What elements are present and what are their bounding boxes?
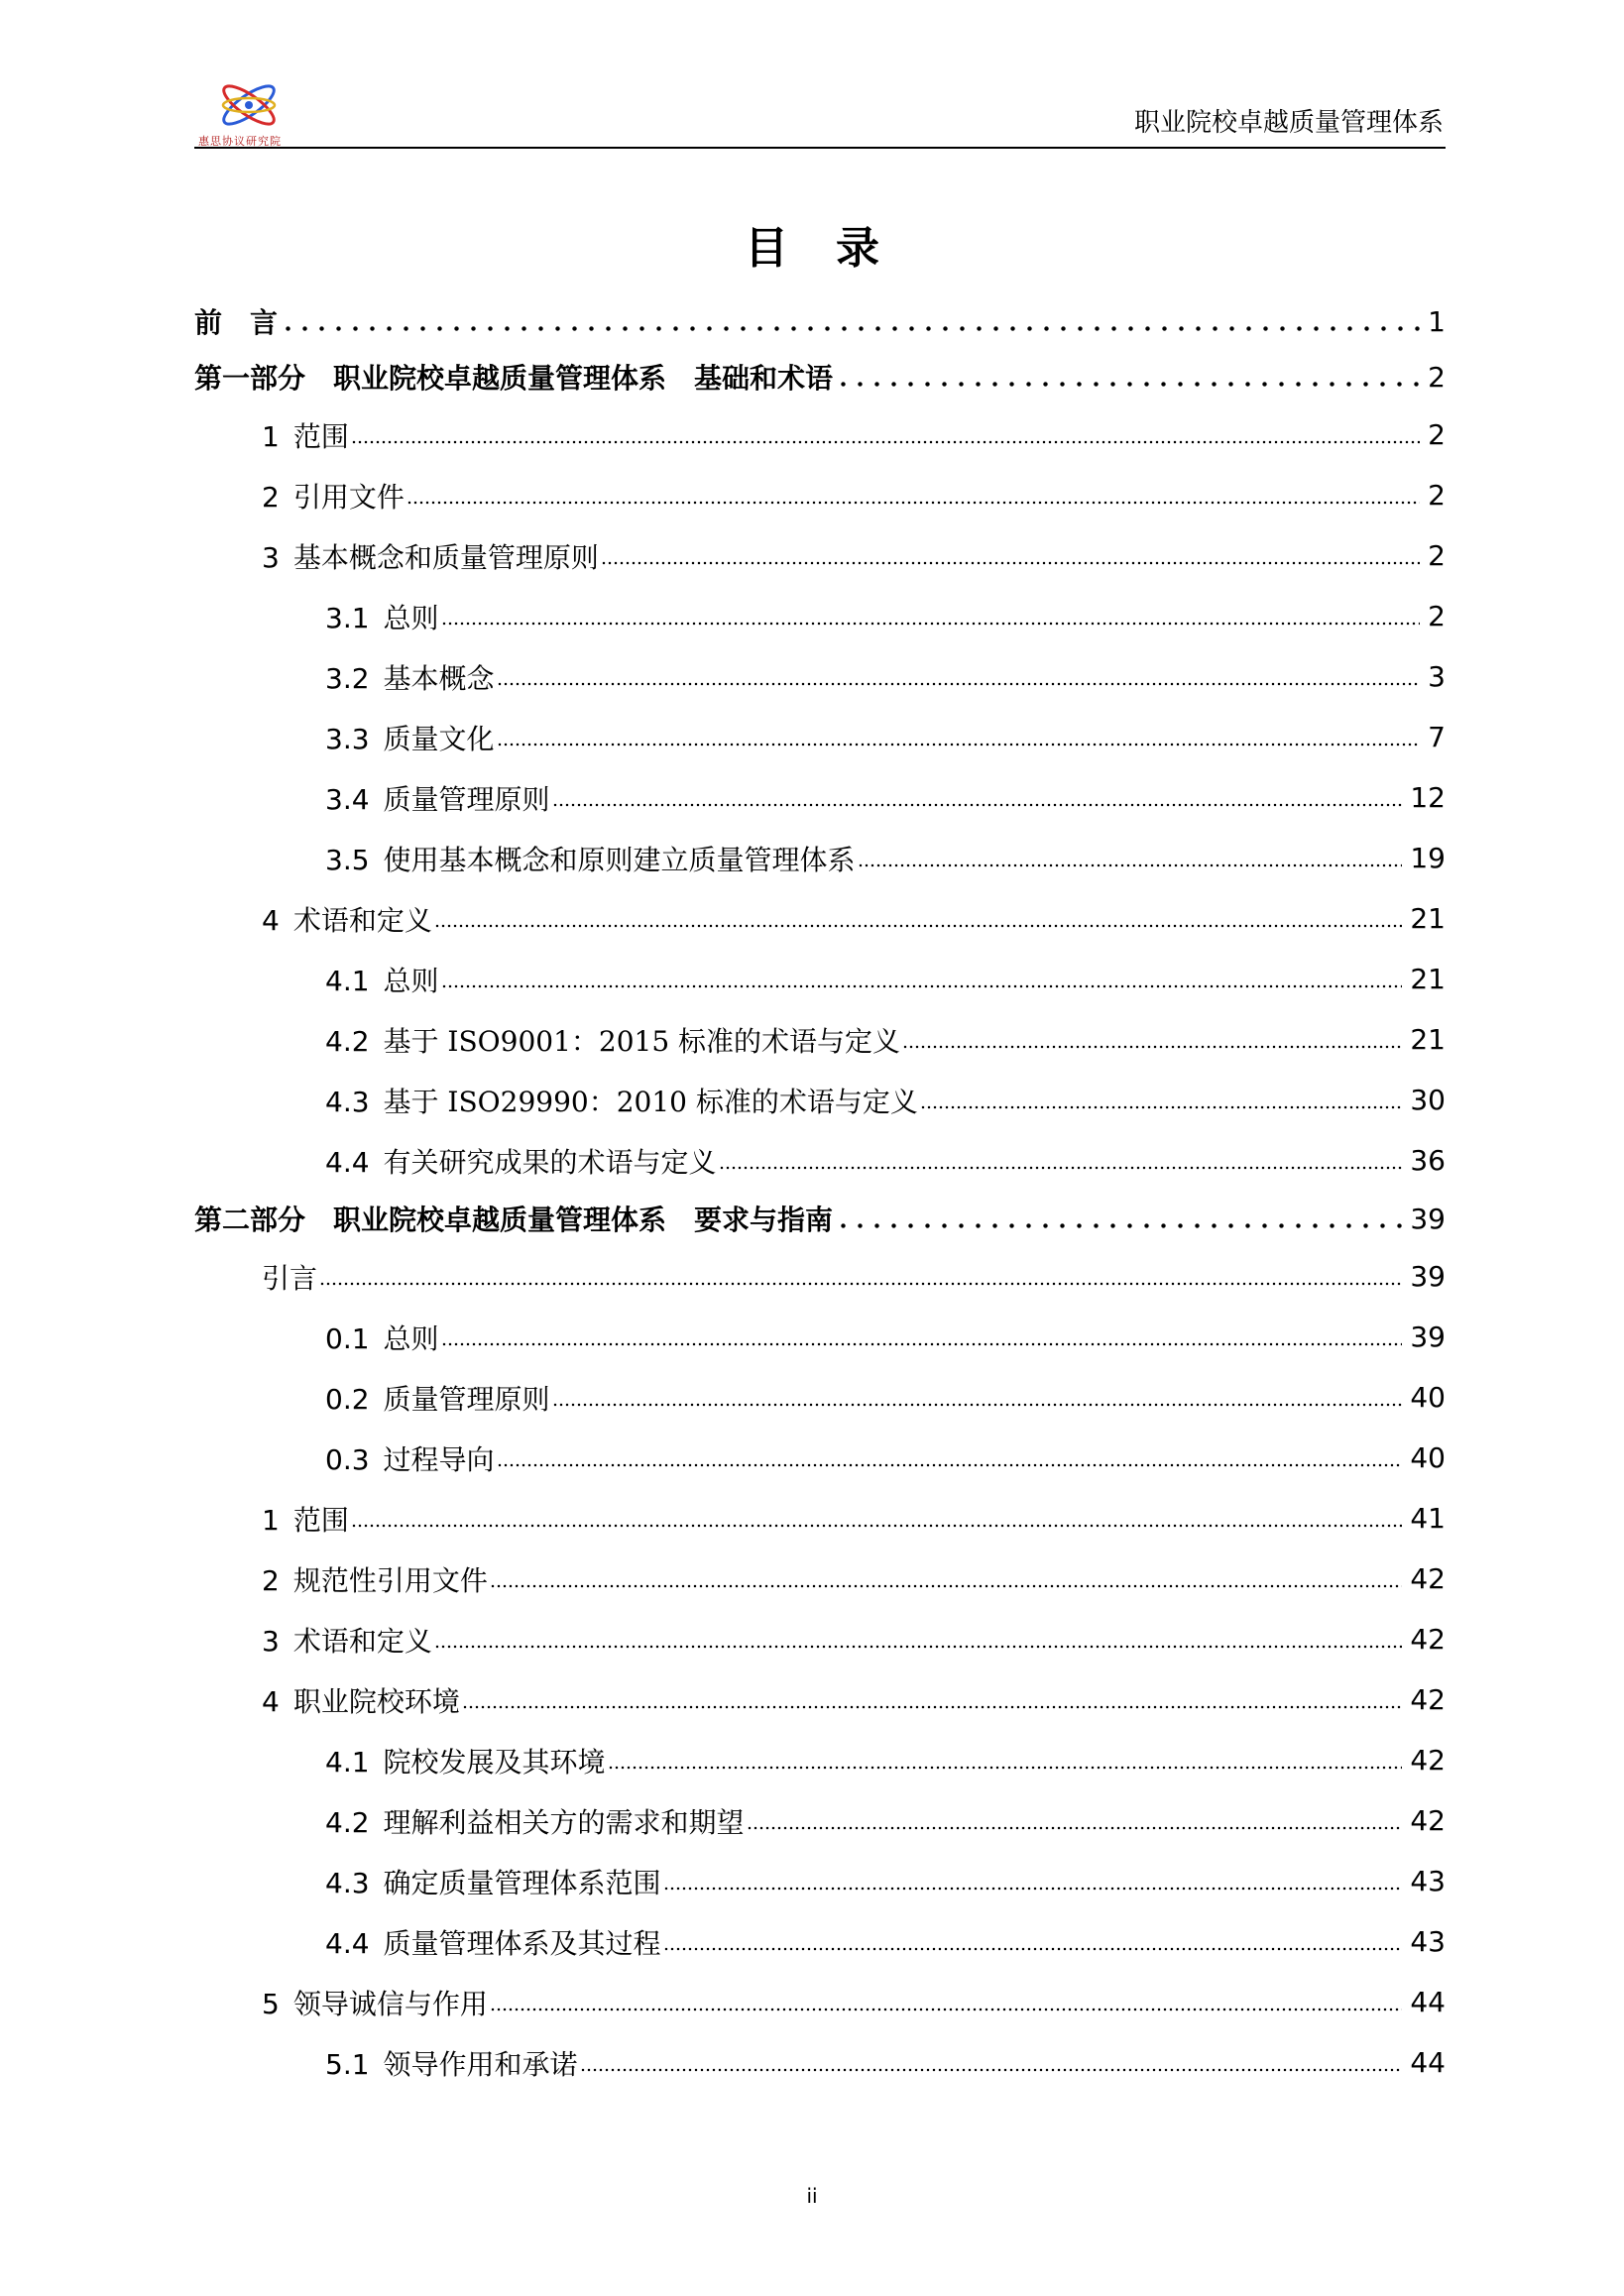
toc-entry-text: 总则 [383,1321,439,1355]
toc-entry-number: 1 [262,419,280,453]
toc-entry-label [325,1741,606,1780]
dot-leader [497,743,1421,746]
toc-entry-page: 41 [1410,1502,1446,1535]
toc-entry-text: 术语和定义 [292,1624,432,1658]
toc-entry-page: 43 [1410,1925,1446,1958]
toc-entry[interactable] [194,1911,1446,1972]
toc-entry-label [262,899,432,939]
toc-entry-page: 42 [1410,1744,1446,1777]
toc-entry-label [325,1438,495,1478]
toc-entry-number: 4.4 [325,1145,370,1179]
toc-entry-number: 1 [262,1503,280,1537]
toc-entry[interactable] [194,1972,1446,2032]
dot-leader [406,501,1420,505]
toc-entry-number: 3 [262,540,280,574]
toc-entry-number: 4 [262,903,280,937]
page-header [194,69,1446,149]
toc-entry-label [262,1559,488,1599]
toc-entry-page: 39 [1410,1320,1446,1353]
toc-entry-page: 30 [1410,1084,1446,1116]
toc-entry-text: 理解利益相关方的需求和期望 [383,1805,745,1839]
dot-leader [858,863,1403,867]
toc-entry[interactable] [194,349,1446,404]
toc-entry-number: 2 [262,480,280,514]
toc-entry-label [325,1318,439,1357]
toc-entry[interactable] [194,1428,1446,1488]
toc-entry-number: 4.3 [325,1085,370,1118]
toc-entry[interactable] [194,2032,1446,2093]
toc-entry-label [325,657,495,697]
dot-leader [319,1282,1402,1286]
toc-entry-label [325,1801,745,1841]
toc-entry-text: 第一部分 职业院校卓越质量管理体系 基础和术语 [194,362,834,395]
toc-entry-label [325,1020,900,1060]
toc-entry-number: 4.4 [325,1926,370,1960]
dot-leader [663,1947,1403,1951]
toc-entry-text: 引用文件 [292,480,405,514]
toc-entry-page: 42 [1410,1683,1446,1716]
toc-entry[interactable] [194,1367,1446,1428]
toc-entry-page: 21 [1410,963,1446,995]
toc-entry[interactable] [194,1549,1446,1609]
toc-entry[interactable] [194,1009,1446,1070]
toc-entry-label [262,536,599,576]
toc-entry-text: 领导诚信与作用 [292,1987,488,2020]
toc-entry-text: 职业院校环境 [292,1684,460,1718]
toc-entry-number: 0.1 [325,1321,370,1355]
toc-entry-page: 2 [1428,539,1446,572]
dot-leader [663,1887,1403,1891]
toc-entry-number: 3.2 [325,661,370,695]
toc-entry-number: 0.3 [325,1442,370,1476]
toc-entry-page: 42 [1410,1562,1446,1595]
toc-entry-page: 1 [1428,304,1446,338]
dot-leader [490,1584,1403,1588]
toc-entry-page: 40 [1410,1441,1446,1474]
dot-leader [835,1223,1402,1228]
toc-entry-page: 2 [1428,479,1446,512]
dot-leader [608,1766,1403,1770]
toc-entry[interactable] [194,646,1446,707]
toc-entry-number: 5.1 [325,2047,370,2081]
toc-entry-text: 前 言 [194,306,279,339]
toc-entry-text: 术语和定义 [292,903,432,937]
toc-entry-text: 质量管理体系及其过程 [383,1926,661,1960]
header-title: 职业院校卓越质量管理体系 [1133,108,1444,138]
toc-entry-text: 质量管理原则 [383,782,550,816]
toc-entry-number: 4.3 [325,1866,370,1899]
toc-entry-page: 2 [1428,600,1446,632]
toc-entry[interactable] [194,1488,1446,1549]
toc-entry[interactable] [194,1790,1446,1851]
toc-entry[interactable] [194,1246,1446,1307]
toc-entry-page: 40 [1410,1381,1446,1414]
toc-entry-text: 基于 ISO29990：2010 标准的术语与定义 [383,1085,918,1118]
toc-entry-text: 总则 [383,601,439,634]
dot-leader [280,326,1420,331]
dot-leader [580,2068,1403,2072]
toc-entry-label [262,1620,432,1660]
toc-entry-page: 44 [1410,1986,1446,2018]
page-number: ii [806,2184,818,2208]
toc-entry-label [262,1680,460,1720]
toc-entry[interactable] [194,888,1446,949]
institute-logo [194,75,303,148]
logo-emblem-icon [194,75,303,137]
toc-entry-text: 使用基本概念和原则建立质量管理体系 [383,843,856,876]
dot-leader [920,1105,1402,1109]
toc-entry[interactable] [194,1070,1446,1130]
toc-entry[interactable] [194,293,1446,349]
toc-entry[interactable] [194,1609,1446,1669]
toc-entry-page: 2 [1428,418,1446,451]
toc-entry[interactable] [194,1130,1446,1191]
dot-leader [497,1463,1403,1467]
toc-entry-text: 有关研究成果的术语与定义 [383,1145,717,1179]
toc-entry-text: 范围 [292,419,349,453]
dot-leader [441,984,1403,988]
toc-entry-page: 36 [1410,1144,1446,1177]
toc-entry[interactable] [194,949,1446,1009]
toc-entry-number: 4.2 [325,1024,370,1058]
toc-entry-page: 21 [1410,902,1446,935]
toc-entry-page: 21 [1410,1023,1446,1056]
toc-entry-page: 42 [1410,1804,1446,1837]
toc-entry-text: 第二部分 职业院校卓越质量管理体系 要求与指南 [194,1204,834,1236]
toc-entry-page: 19 [1410,842,1446,874]
dot-leader [441,1342,1403,1346]
toc-entry-page: 43 [1410,1865,1446,1897]
toc-entry-label [262,415,349,455]
dot-leader [441,622,1421,626]
toc-entry[interactable] [194,1307,1446,1367]
toc-entry-text: 院校发展及其环境 [383,1745,606,1779]
toc-entry-number: 0.2 [325,1382,370,1416]
toc-entry-number: 3.1 [325,601,370,634]
toc-entry-label [325,718,495,757]
toc-entry[interactable] [194,707,1446,767]
dot-leader [747,1826,1403,1830]
toc-entry-label [262,1257,317,1297]
toc-entry-label [325,1862,661,1901]
toc-entry-label [325,597,439,636]
dot-leader [490,2008,1403,2011]
toc-entry[interactable] [194,404,1446,465]
toc-entry-text: 领导作用和承诺 [383,2047,578,2081]
toc-entry-text: 基本概念和质量管理原则 [292,540,599,574]
toc-entry-page: 39 [1410,1260,1446,1293]
toc-entry[interactable] [194,767,1446,828]
toc-entry-page: 42 [1410,1623,1446,1656]
toc-entry-number: 4 [262,1684,280,1718]
toc-entry-label [262,1499,349,1539]
toc-entry-page: 44 [1410,2046,1446,2079]
toc-entry[interactable] [194,1669,1446,1730]
toc-entry[interactable] [194,828,1446,888]
toc-entry[interactable] [194,586,1446,646]
toc-entry[interactable] [194,465,1446,525]
toc-entry[interactable] [194,1730,1446,1790]
dot-leader [462,1705,1403,1709]
toc-entry-text: 确定质量管理体系范围 [383,1866,661,1899]
dot-leader [601,561,1420,565]
dot-leader [552,1403,1403,1407]
toc-entry-number: 3.5 [325,843,370,876]
toc-entry-number: 2 [262,1563,280,1597]
toc-entry-number: 3.3 [325,722,370,755]
toc-entry-text: 引言 [262,1261,318,1295]
toc-entry-label [194,1199,833,1238]
toc-entry-label [325,1378,550,1418]
toc-entry-label [325,839,856,878]
dot-leader [434,1645,1403,1649]
toc-entry-number: 5 [262,1987,280,2020]
table-of-contents [194,293,1446,2093]
toc-entry-text: 范围 [292,1503,349,1537]
dot-leader [497,682,1421,686]
toc-entry-number: 3 [262,1624,280,1658]
toc-entry-text: 过程导向 [383,1442,495,1476]
toc-entry-text: 基于 ISO9001：2015 标准的术语与定义 [383,1024,901,1058]
toc-entry-number: 4.2 [325,1805,370,1839]
toc-entry-label [325,1141,717,1181]
toc-entry-number: 4.1 [325,1745,370,1779]
dot-leader [552,803,1403,807]
toc-entry-label [325,960,439,999]
toc-title: 目录 [745,223,927,274]
toc-entry-label [325,1081,918,1120]
toc-entry-text: 基本概念 [383,661,495,695]
toc-entry-text: 质量管理原则 [383,1382,550,1416]
toc-entry-label [194,357,833,397]
toc-entry-text: 质量文化 [383,722,495,755]
toc-entry-page: 3 [1428,660,1446,693]
toc-entry-page: 39 [1410,1202,1446,1235]
toc-entry-page: 7 [1428,721,1446,753]
toc-entry-number: 4.1 [325,964,370,997]
dot-leader [351,440,1420,444]
toc-entry-number: 3.4 [325,782,370,816]
toc-entry-label [262,1983,488,2022]
toc-entry-label [325,2043,578,2083]
toc-entry-label [325,1922,661,1962]
dot-leader [719,1166,1403,1170]
toc-entry-page: 2 [1428,360,1446,394]
logo-text: 惠思协议研究院 [198,135,282,148]
toc-entry[interactable] [194,525,1446,586]
toc-entry-text: 总则 [383,964,439,997]
toc-entry-label [262,476,405,516]
toc-entry-page: 12 [1410,781,1446,814]
toc-entry-label [325,778,550,818]
dot-leader [902,1045,1402,1049]
dot-leader [351,1524,1403,1528]
toc-entry[interactable] [194,1851,1446,1911]
toc-entry-text: 规范性引用文件 [292,1563,488,1597]
toc-entry-label [194,301,278,341]
dot-leader [835,382,1420,387]
dot-leader [434,924,1403,928]
toc-entry[interactable] [194,1191,1446,1246]
